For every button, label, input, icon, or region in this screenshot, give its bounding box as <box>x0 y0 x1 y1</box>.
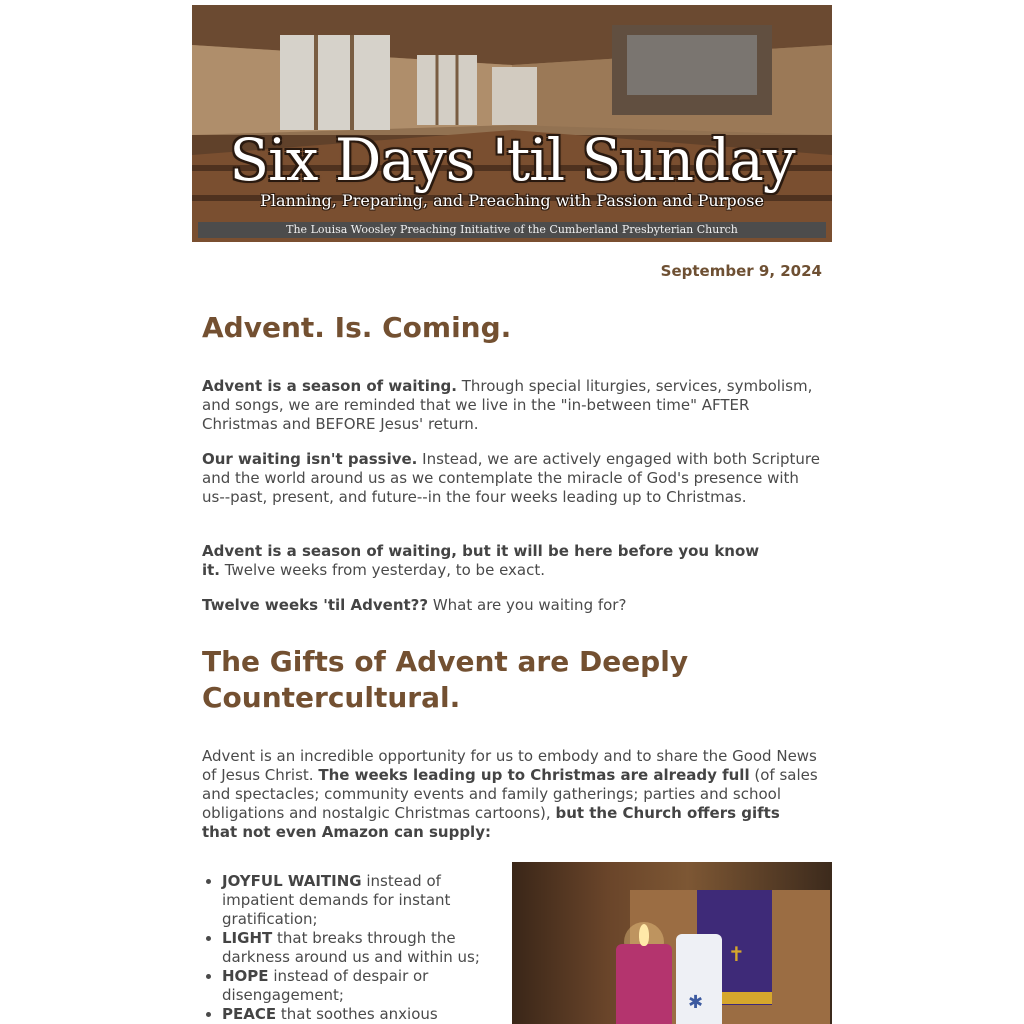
gift-description: instead of impatient demands for instant gratification; <box>222 872 451 928</box>
issue-date: September 9, 2024 <box>660 262 822 280</box>
gift-description: that breaks through the darkness around us and within us; <box>222 929 480 966</box>
paragraph-waiting-not-passive <box>202 450 820 507</box>
gift-description: instead of despair or disengagement; <box>222 967 429 1004</box>
list-item <box>222 929 502 967</box>
section-heading-gifts-of-advent: The Gifts of Advent are Deeply Countercultural. <box>202 645 689 714</box>
paragraph-lead: Advent is a season of waiting, but it will be here before you know it. <box>202 542 760 579</box>
star-icon: ✱ <box>688 992 704 1013</box>
paragraph-lead: Advent is a season of waiting. <box>202 377 457 395</box>
paragraph-body: Twelve weeks from yesterday, to be exact. <box>220 561 546 579</box>
banner-title: Six Days 'til Sunday <box>229 126 795 194</box>
pink-candle <box>616 944 672 1024</box>
gift-name: HOPE <box>222 967 269 985</box>
paragraph-emphasis: The weeks leading up to Christmas are already full <box>318 766 750 784</box>
banner-footer: The Louisa Woosley Preaching Initiative of the Cumberland Presbyterian Church <box>198 222 826 238</box>
paragraph-body: Instead, we are actively engaged with both Scripture and the world around us as we contemplate the miracle of God's presence with us--past, present, and future--in the four weeks leading up to Christmas. <box>202 450 820 506</box>
paragraph-here-before-you-know-it <box>202 542 762 580</box>
list-item <box>222 872 502 929</box>
cross-icon: ✝ <box>728 942 745 966</box>
paragraph-lead: Twelve weeks 'til Advent?? <box>202 596 429 614</box>
gift-name: LIGHT <box>222 929 273 947</box>
flame-icon <box>639 924 649 946</box>
gift-description: that soothes anxious <box>276 1005 438 1023</box>
gift-name: JOYFUL WAITING <box>222 872 362 890</box>
list-item <box>222 1005 502 1024</box>
banner-subtitle: Planning, Preparing, and Preaching with Passion and Purpose <box>260 191 764 210</box>
advent-candles-photo <box>512 862 832 1024</box>
paragraph-body: Advent is an incredible opportunity for us to embody and to share the Good News of Jesus Christ. <box>202 747 817 784</box>
paragraph-season-of-waiting <box>202 377 820 434</box>
gifts-list <box>202 872 502 1024</box>
section-heading-advent-coming: Advent. Is. Coming. <box>202 311 512 344</box>
paragraph-emphasis: but the Church offers gifts that not even Amazon can supply: <box>202 804 780 841</box>
paragraph-advent-opportunity <box>202 747 820 842</box>
paragraph-body: (of sales and spectacles; community events and family gatherings; parties and school obligations and nostalgic Christmas cartoons), <box>202 766 818 822</box>
paragraph-twelve-weeks <box>202 596 820 615</box>
paragraph-lead: Our waiting isn't passive. <box>202 450 418 468</box>
paragraph-body: Through special liturgies, services, symbolism, and songs, we are reminded that we live in the "in-between time" AFTER Christmas and BEFORE Jesus' return. <box>202 377 813 433</box>
gift-name: PEACE <box>222 1005 277 1023</box>
header-banner <box>192 5 832 242</box>
paragraph-body: What are you waiting for? <box>428 596 627 614</box>
list-item <box>222 967 502 1005</box>
